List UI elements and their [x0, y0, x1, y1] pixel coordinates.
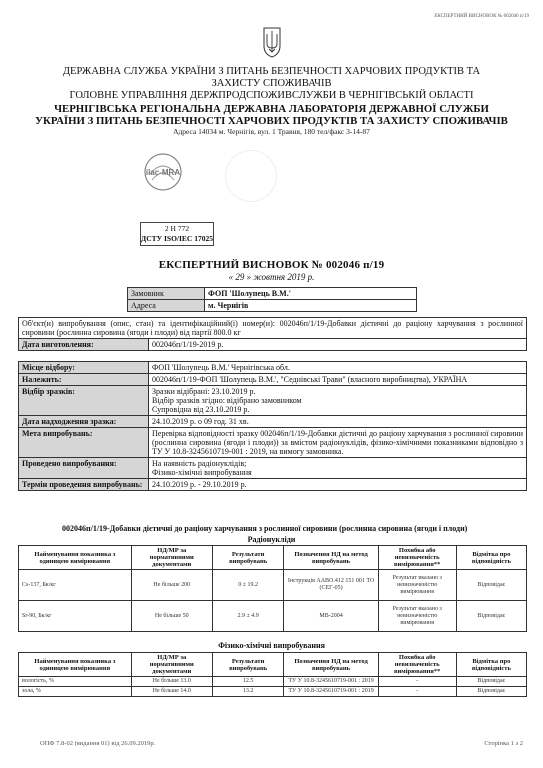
top-reference: ЕКСПЕРТНИЙ ВИСНОВОК № 002046 п/19 — [434, 14, 529, 19]
details-label: Проведено випробування: — [19, 458, 149, 479]
table-cell: 0 ± 19.2 — [212, 570, 284, 601]
footer-form: ОПФ 7.8-02 (видання 01) від 26.09.2019р. — [40, 740, 156, 747]
accreditation-number: 2 Н 772 — [164, 224, 190, 233]
customer-label: Замовник — [128, 288, 205, 300]
physchem-table — [18, 652, 527, 697]
header-laboratory — [0, 103, 543, 127]
column-header: Позначення НД на метод випробувань — [284, 546, 378, 570]
radionuclides-table — [18, 545, 527, 632]
table-cell: Відповідає — [456, 677, 526, 687]
table-cell: Sr-90, Бк/кг — [19, 601, 132, 632]
column-header: Результати випробувань — [212, 546, 284, 570]
column-header: НД/МР за нормативними документами — [131, 546, 212, 570]
table-cell: - — [378, 677, 456, 687]
details-row — [19, 362, 527, 374]
table-cell: 13.2 — [212, 687, 284, 697]
address-value: м. Чернігів — [205, 300, 417, 312]
details-label: Дата надходження зразка: — [19, 416, 149, 428]
accreditation-standard: ДСТУ ISO/IEC 17025 — [141, 234, 213, 243]
table-cell: МВ-2004 — [284, 601, 378, 632]
sample-line: 002046п/1/19-Добавки дієтичні до раціону харчування з рослинної сировини (рослинна сировина (ягоди і плоди) — [62, 524, 468, 533]
column-header: Найменування показника з одиницею вимірювання — [19, 546, 132, 570]
table-cell: Відповідає — [456, 687, 526, 697]
table-cell: Не більше 13.0 — [131, 677, 212, 687]
table-row — [19, 570, 527, 601]
table-cell: Відповідає — [456, 601, 526, 632]
details-label: Належить: — [19, 374, 149, 386]
details-value: 002046п/1/19-ФОП 'Шолупець В.М.', "Седнівські Трави" (власного виробництва), УКРАЇНА — [149, 374, 527, 386]
details-label: Місце відбору: — [19, 362, 149, 374]
footer-page: Сторінка 1 з 2 — [484, 740, 523, 747]
table-cell: зола, % — [19, 687, 132, 697]
details-value: 24.10.2019 р. о 09 год. 31 хв. — [149, 416, 527, 428]
table-cell: ТУ У 10.8-3245610719-001 : 2019 — [284, 677, 378, 687]
radionuclides-title: Радіонукліди — [247, 535, 296, 544]
table-cell: Не більше 50 — [131, 601, 212, 632]
details-value: На наявність радіонуклідів; Фізико-хімічні випробування — [149, 458, 527, 479]
header-line-5: УКРАЇНИ З ПИТАНЬ БЕЗПЕЧНОСТІ ХАРЧОВИХ ПРОДУКТІВ ТА ЗАХИСТУ СПОЖИВАЧІВ — [35, 115, 508, 127]
details-table — [18, 361, 527, 491]
header-ministry — [0, 66, 543, 90]
table-cell: Cs-137, Бк/кг — [19, 570, 132, 601]
manufacture-date-label: Дата виготовлення: — [19, 339, 149, 351]
table-cell: Інструкція ААВО.412 151 001 ТО (СЕГ-05) — [284, 570, 378, 601]
details-row — [19, 386, 527, 416]
details-row — [19, 428, 527, 458]
column-header: Результати випробувань — [212, 653, 284, 677]
details-row — [19, 479, 527, 491]
column-header: Найменування показника з одиницею вимірювання — [19, 653, 132, 677]
details-row — [19, 458, 527, 479]
details-row — [19, 374, 527, 386]
column-header: Відмітка про відповідність — [456, 653, 526, 677]
object-table — [18, 317, 527, 351]
table-cell: Відповідає — [456, 570, 526, 601]
table-cell: 12.5 — [212, 677, 284, 687]
document-title: ЕКСПЕРТНИЙ ВИСНОВОК № 002046 п/19 — [158, 259, 385, 271]
table-cell: Не більше 200 — [131, 570, 212, 601]
table-row — [19, 687, 527, 697]
customer-table — [127, 287, 417, 312]
details-label: Відбір зразків: — [19, 386, 149, 416]
table-cell: ТУ У 10.8-3245610719-001 : 2019 — [284, 687, 378, 697]
header-line-1: ДЕРЖАВНА СЛУЖБА УКРАЇНИ З ПИТАНЬ БЕЗПЕЧНОСТІ ХАРЧОВИХ ПРОДУКТІВ ТА — [62, 66, 481, 77]
document-date: « 29 » жовтня 2019 р. — [228, 272, 315, 282]
column-header: НД/МР за нормативними документами — [131, 653, 212, 677]
details-value: Перевірка відповідності зразку 002046п/1/19-Добавки дієтичні до раціону харчування з рослинної сировини (рослинна сировина (ягоди і плоди)) за вмістом радіонуклідів, фізико-хімічними показниками відповідно з ТУ У 10.8-3245610719-001 : 2019, на вимогу замовника. — [149, 428, 527, 458]
details-label: Термін проведення випробувань: — [19, 479, 149, 491]
table-cell: 2.9 ± 4.9 — [212, 601, 284, 632]
address-label: Адреса — [128, 300, 205, 312]
column-header: Похибка або невизначеність вимірювання** — [378, 653, 456, 677]
details-value: Зразки відібрані: 23.10.2019 р. Відбір зразків згідно: відібрано замовником Супровідна від 23.10.2019 р. — [149, 386, 527, 416]
accreditation-box — [140, 222, 214, 246]
details-label: Мета випробувань: — [19, 428, 149, 458]
column-header: Позначення НД на метод випробувань — [284, 653, 378, 677]
physchem-title: Фізико-хімічні випробування — [218, 641, 325, 650]
column-header: Похибка або невизначеність вимірювання** — [378, 546, 456, 570]
header-address: Адреса 14034 м. Чернігів, вул. 1 Травня, 180 тел/факс 3-14-87 — [173, 127, 370, 136]
header-line-2: ЗАХИСТУ СПОЖИВАЧІВ — [211, 78, 332, 89]
table-row — [19, 677, 527, 687]
header-department: ГОЛОВНЕ УПРАВЛІННЯ ДЕРЖПРОДСПОЖИВСЛУЖБИ В ЧЕРНІГІВСЬКІЙ ОБЛАСТІ — [69, 90, 474, 101]
coat-of-arms-icon — [262, 26, 282, 58]
customer-value: ФОП 'Шолупець В.М.' — [205, 288, 417, 300]
column-header: Відмітка про відповідність — [456, 546, 526, 570]
ilac-mra-logo — [140, 150, 186, 200]
table-cell: Результат вказано з невизначеністю вимірювання — [378, 570, 456, 601]
header-line-4: ЧЕРНІГІВСЬКА РЕГІОНАЛЬНА ДЕРЖАВНА ЛАБОРАТОРІЯ ДЕРЖАВНОЇ СЛУЖБИ — [54, 103, 489, 115]
details-row — [19, 416, 527, 428]
table-cell: вологість, % — [19, 677, 132, 687]
stamp-mark — [225, 150, 277, 202]
manufacture-date-value: 002046п/1/19-2019 р. — [149, 339, 527, 351]
table-cell: Результат вказано з невизначеністю вимірювання — [378, 601, 456, 632]
table-row — [19, 601, 527, 632]
ilac-logo-text: ilac-MRA — [145, 168, 181, 177]
details-value: 24.10.2019 р. - 29.10.2019 р. — [149, 479, 527, 491]
table-cell: Не більше 14.0 — [131, 687, 212, 697]
details-value: ФОП 'Шолупець В.М.' Чернігівська обл. — [149, 362, 527, 374]
table-cell: - — [378, 687, 456, 697]
object-description: Об'єкт(и) випробування (опис, стан) та ідентифікаційний(і) номер(и): 002046п/1/19-Добавки дієтичні до раціону харчування з рослинної сировини (рослинна сировина (ягоди і плоди) від партії 800.0 кг — [19, 318, 527, 339]
